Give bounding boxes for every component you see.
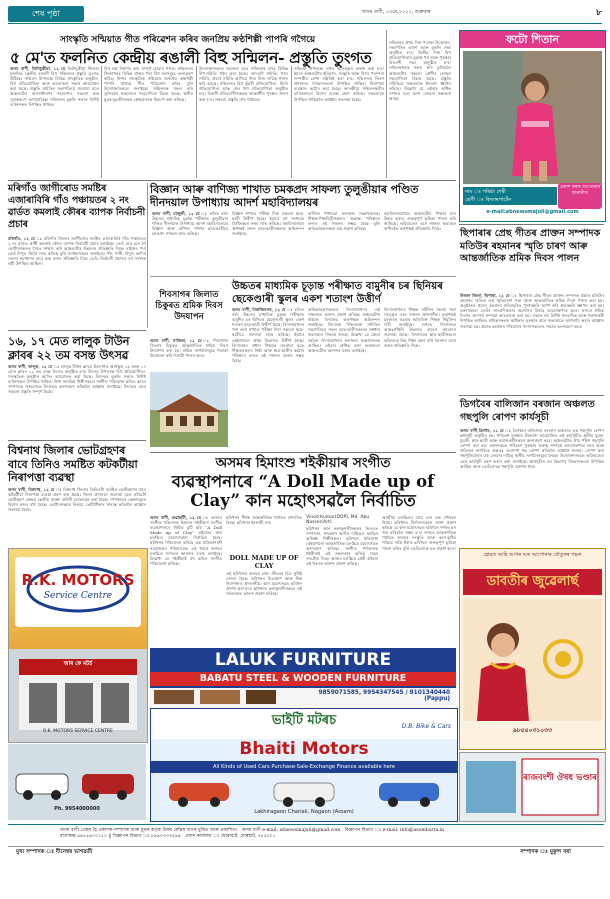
rk-motors-cars-strip <box>8 744 146 820</box>
ramp-body: উজান জিলা, ছিপাৰা, ১২ মে ঃ ছিপাৰাৰ প্ৰেছ গীতৰ প্ৰাক্তন সম্পাদক প্ৰয়াত মতিউৰ ৰহমানৰ স্মৃতিত এক স্মৃতিচাৰণ সভা আৰু আন্তৰ্জাতিক শ্ৰমিক দিবস পালন কৰা হয়। অনুষ্ঠানত প্ৰয়াত ৰহমানৰ প্ৰতিচ্ছবিত পুষ্পাঞ্জলি অৰ্পণ কৰি শ্ৰদ্ধাঞ্জলি জ্ঞাপন কৰা হয়। বক্তাসকলে তেওঁৰ সাংবাদিকতাৰ অৱদানৰ বিষয়ে আলোকপাত কৰে। লগতে শ্ৰমিক দিবসৰ তাৎপৰ্য সম্পৰ্কে আলোচনা কৰা হয়। সভাত বহু বিশিষ্ট সাংবাদিক আৰু সমাজকৰ্মী উপস্থিত আছিল। শ্ৰমিকসকলৰ অধিকাৰ সুৰক্ষাৰ বাবে সকলোকে আগবাঢ়ি অহাৰ আহ্বান জনোৱা হয়। প্ৰয়াত ৰহমানৰ পৰিয়ালৰ সদস্যসকলেও সভাত অংশগ্ৰহণ কৰে। <box>460 293 604 329</box>
rk-motors-subtitle: Service Centre <box>43 591 113 601</box>
jewellers-line: হোমত আহি আগৰ দৰে আপোনাৰ যৌতুকৰ গহনা <box>483 552 582 558</box>
bhaiti-cars <box>159 775 449 809</box>
digboi-headline[interactable]: ডিগবৈৰ বালিজান বৰজান অঞ্চলত গছপুলি ৰোপণ কাৰ্যসূচী <box>460 399 595 423</box>
science-body-col3: বাণিজ্য শাখাতো ফলাফল সন্তোষজনক। শিক্ষক-শিক্ষয়িত্ৰীসকলৰ অক্লান্ত পৰিশ্ৰমৰ ফলত এই সাফল্য সম্ভৱ হৈছে বুলি অভিভাৱকসকলে মত প্ৰকাশ কৰিছে। <box>308 211 380 232</box>
laluk-phones: 9859071585, 9954347545 / 9101340440 (Pappu) <box>318 690 450 702</box>
digboi-body: অসম বাণী,ডিগবৈ, ১২ মে ঃ ডিগবৈৰ বালিজান বৰজান অঞ্চলত এক গছপুলি ৰোপণ কাৰ্যসূচী অনুষ্ঠিত হয়। পৰিৱেশ সুৰক্ষাৰ উদ্দেশ্যে আয়োজিত এই কাৰ্যসূচীত স্থানীয় যুৱক-যুৱতী, ছাত্ৰ-ছাত্ৰী আৰু সমাজকৰ্মীসকলে অংশগ্ৰহণ কৰে। অঞ্চলটোত প্ৰায় পাঁচশ গছপুলি ৰোপণ কৰা হয়। বক্তাসকলে পৰিৱেশ সুৰক্ষাৰ গুৰুত্ব সম্পৰ্কে আলোকপাত কৰে আৰু প্ৰতিজন নাগৰিকে অন্ততঃ এজোপা গছ ৰোপণ কৰিবলৈ আহ্বান জনায়। ৰোপণ কৰা গছপুলিবোৰৰ যত্ন লোৱাৰ দায়িত্ব স্থানীয় সংগঠনসমূহে লৈছে। উদ্যোক্তাসকলে ভৱিষ্যতেও এনে কাৰ্যসূচী গ্ৰহণ কৰাৰ কথা জনাইছে। কাৰ্যসূচীত বন বিভাগৰ বিষয়াসকলো উপস্থিত আছিল আৰু তেওঁলোকে গছপুলি যোগান ধৰে। <box>460 428 604 469</box>
footer-divider-2 <box>8 846 604 847</box>
lead-body-col4: সন্মিলন উপলক্ষে এখন স্মৃতিগ্ৰন্থও প্ৰকাশ কৰা হ'ব। ইয়াত অঞ্চলটোৰ ইতিহাস, সংস্কৃতি আৰু বিহুৰ পৰম্পৰা সম্পৰ্কীয় লেখা সন্নিবিষ্ট কৰা হ'ব। সন্মিলনত জিলা প্ৰশাসনৰ বিষয়াসকলো উপস্থিত থাকিব। নিৰাপত্তা ব্যৱস্থাও কঠোৰ কৰা হৈছে। আৰক্ষীয়ে সন্মিলনস্থলীৰ চাৰিওফালে বিশেষ ব্যৱস্থা গ্ৰহণ কৰিছে। সকলোকে উপস্থিত থাকিবলৈ আহ্বান জনোৱা হৈছে। <box>294 66 384 102</box>
rajbongshi-ad[interactable] <box>459 752 606 822</box>
lead-dateline: অসম বাণী, তিনিচুকীয়া, ১২ মে <box>10 66 66 71</box>
photo-caption <box>463 187 557 205</box>
labour-headline[interactable]: শিবসাগৰ জিলাত চিকুৰত শ্ৰমিক দিবস উদযাপন <box>155 290 223 322</box>
doll-headline-line3: Clay” কান মহোৎসৱলৈ নিৰ্বাচিত <box>190 491 416 510</box>
page-number: ৮ <box>596 8 602 18</box>
photo-section-box <box>459 30 606 222</box>
lead-body-col2: বিহু মঞ্চ নিৰ্মাণৰ কাম সম্পূৰ্ণ হোৱাৰ পথত। সন্মিলনত জিলাখনৰ বিভিন্ন প্ৰান্তৰ পৰা বিহু দলসমূহে অংশগ্ৰহণ কৰিব। নিশাৰ সাংস্কৃতিক সন্মিয়াত জনপ্ৰিয় কণ্ঠশিল্পী পাপৰি গগৈয়ে গীত পৰিৱেশন কৰিব বুলি উদ্যোক্তাসকলে জনাইছে। সন্মিলনক সফল কৰি তুলিবলৈ সকলোৰে সহযোগিতা বিচৰা হৈছে। স্থানীয় যুৱক-যুৱতীসকলে স্বেচ্ছাসেৱক হিচাপে কাম কৰিছে। <box>104 66 193 102</box>
count-headline[interactable]: বিশ্বনাথ জিলাৰ ভোটগ্ৰহণৰ বাবে তিনিও সমষ্টিত কটকটীয়া নিৰাপত্তা ব্যৱস্থা <box>8 444 138 484</box>
footer-email2[interactable]: বিজ্ঞাপন বিভাগ ঃ e-mail: info@asombarta.in <box>344 828 445 833</box>
vote-body: মৰিগাঁও, ১২ মে ঃ মৰিগাঁও জিলাৰ জাগীৰোড সমষ্টিৰ এজাৰাবিৰি গাঁও পঞ্চায়তৰ ২ নং ৱাৰ্ডত প্ৰাৰ্থী কমলাই কৌৰে ব্যাপক নিৰ্বাচনী প্ৰচাৰ চলাইছে। তেওঁ ঘৰে ঘৰে গৈ ভোটাৰসকলৰ সৈতে সাক্ষাৎ কৰি অঞ্চলটোৰ উন্নয়নৰ প্ৰতিশ্ৰুতি দিছে। ৰাইজৰ পৰা তেওঁ বিপুল সঁহাৰি লাভ কৰিছে বুলি সমৰ্থকসকলে জনাইছে। পথ, পানী, বিদ্যুৎ আদিৰ সমস্যা সমাধানৰ বাবে কাম কৰাৰ প্ৰতিশ্ৰুতি দিয়ে তেওঁ। নিৰ্বাচনী প্ৰচাৰত বহু সংখ্যক কৰ্মী উপস্থিত আছিল। <box>8 236 146 267</box>
laluk-name: LALUK FURNITURE <box>214 650 392 670</box>
lead-body-col1 <box>10 66 99 176</box>
doll-headline-line2: ব্যৱস্থাপনাৰে “A Doll Made up of <box>171 472 435 491</box>
caption-name: নাম ঃ পৰিষ্ঠা শেৰী <box>465 189 506 195</box>
count-body: অসম বাণী, বিশ্বনাথ, ১২ মে ঃ বিশ্বনাথ জিলাৰ তিনিওটা সমষ্টিত ভোটগ্ৰহণৰ বাবে কটকটীয়া নিৰাপত্তা ব্যৱস্থা গ্ৰহণ কৰা হৈছে। জিলা প্ৰশাসনে জনোৱা মতে প্ৰতিটো ভোটগ্ৰহণ কেন্দ্ৰত কেন্দ্ৰীয় সুৰক্ষা বাহিনী মোতায়েন কৰা হৈছে। স্পৰ্শকাতৰ কেন্দ্ৰসমূহত বিশেষ নজৰ ৰখা হৈছে। ভোটাৰসকলে নিৰ্ভয়ে ভোটাধিকাৰ সাব্যস্ত কৰিবলৈ আহ্বান জনোৱা হৈছে। <box>8 487 146 513</box>
bhaiti-name-en: Bhaiti Motors <box>239 739 369 759</box>
jewellers-name: ডাবতীৰ জুৱেলাৰ্ছ <box>463 569 602 595</box>
jewellers-ad[interactable] <box>459 548 606 750</box>
child-photo <box>463 51 602 184</box>
rk-motors-phone: Ph. 9954000000 <box>54 806 100 812</box>
footer-block <box>60 828 600 840</box>
rk-motors-ad[interactable] <box>8 548 148 743</box>
bhaiti-addr: Lakhiragaon Chariali, Nagaon (Assam) <box>254 809 354 815</box>
lead-text: তিনিচুকীয়া জিলাৰ ফলনিত কেন্দ্ৰীয় ৰঙালী বিহু সন্মিলনৰ প্ৰস্তুতি তুংগত উঠিছে। সন্মিলন উপলক্ষে বিভিন্ন সাংস্কৃতিক অনুষ্ঠান, বিহু প্ৰতিযোগিতা আৰু আলোচনা সভাৰ আয়োজন কৰা হৈছে। প্ৰস্তুতি সমিতিৰ সভাপতিয়ে জনোৱা মতে অঞ্চলটোৰ জনসাধাৰণৰ সহযোগত সকলো কাম সুচাৰুৰূপে আগবাঢ়িছে। সন্মিলনৰ মুকলি সভাত বিশিষ্ট ব্যক্তিসকল উপস্থিত থাকিব। <box>10 66 99 107</box>
school-headline[interactable]: উচ্চতৰ মাধ্যমিক চূড়ান্ত পৰীক্ষাত বামুনীৰ চৰ ছিনিয়ৰ ছেকেণ্ডাৰী স্কুলৰ একশ শতাংশ উত্তীৰ্ণ <box>232 280 443 305</box>
photo-section-title: ফটো শিতান <box>460 31 605 48</box>
science-body-col2: বিজ্ঞান শাখাত পৰীক্ষা দিয়া সকলো ছাত্ৰ-ছাত্ৰী উত্তীৰ্ণ হৈছে। ইয়াৰে বহু সংখ্যকে ডিষ্টিংকচন নম্বৰ লাভ কৰিছে। মহাবিদ্যালয়ৰ অধ্যক্ষই সফল ছাত্ৰ-ছাত্ৰীসকলক অভিনন্দন জনাইছে। <box>232 211 304 237</box>
footer-editor: মুখ্য সম্পাদক ঃ দীনেশ্বৰ ভাগৱতী <box>16 849 93 855</box>
footer-phones: বাৰ্তাকক্ষ ৯৯৫৪৯০০১২০ || বিজ্ঞাপন বিভাগ ঃ ৮৯৯০৩৩৩৫৯৯ <box>60 834 181 839</box>
jewellery-photo <box>463 599 602 721</box>
bhaiti-brand: D.B. Bike & Cars <box>401 723 451 730</box>
lead-headline[interactable]: ৫ মে'ত ফলনিত কেন্দ্ৰীয় ৰঙালী বিহু সন্মিলন- প্ৰস্তুতি তুংগত <box>10 48 372 67</box>
photo-email[interactable]: e-mail:abnewsmajuli@gmail.com <box>486 209 579 215</box>
footer-divider <box>8 824 604 825</box>
poll-body: অসম বাণী, লালুক, ১২ মে ঃ লালুক টাউন ক্লাবৰ উদ্যোগত আগন্তুক ১৬ আৰু ১৭ মে'ত ক্লাবৰ ২২ তম বসন্ত উৎসৱ অনুষ্ঠিত হ'ব। উৎসৱ উপলক্ষে বিহু প্ৰতিযোগিতা, সাংস্কৃতিক অনুষ্ঠান আদিৰ আয়োজন কৰা হৈছে। উৎসৱৰ মুকলি সভাত বিশিষ্ট ব্যক্তিসকল উপস্থিত থাকিব। নিশা জনপ্ৰিয় শিল্পীসকলে সংগীত পৰিৱেশন কৰিব। ক্লাবৰ সম্পাদকে সকলোকে উৎসৱত অংশগ্ৰহণ কৰিবলৈ আহ্বান জনাইছে। উৎসৱৰ বাবে সকলো প্ৰস্তুতি সম্পূৰ্ণ হৈছে। <box>8 364 146 395</box>
doll-body-col4: অসমীয়া চলচ্চিত্ৰৰ বাবে এয়া এক গৌৰৱৰ বিষয়। ছবিখনৰ নিৰ্মাতাসকলে আশা প্ৰকাশ কৰিছে যে কান মহোৎসৱত ছবিখনে দৰ্শকৰ মন জয় কৰিবলৈ সক্ষম হ'ব। লগতে আন্তৰ্জাতিক পৰ্যায়ত অসমৰ সংস্কৃতি আৰু কলা-কৃষ্টিৰ পৰিচয় দাঙি ধৰাত ছবিখনে গুৰুত্বপূৰ্ণ ভূমিকা পালন কৰিব বুলি তেওঁলোকে মত প্ৰকাশ কৰে। <box>382 515 456 551</box>
laluk-sub: BABATU STEEL & WOODEN FURNITURE <box>150 672 456 686</box>
submit-photo-badge: প্ৰকাশ কৰক আপোনাৰ মনোনীত <box>558 183 602 209</box>
ramp-headline[interactable]: ছিপাৰাৰ প্ৰেছ গীতৰ প্ৰাক্তন সম্পাদক মতিউৰ ৰহমানৰ স্মৃতি চাৰণ আৰু আন্তৰ্জাতিক শ্ৰমিক দিবস পালন <box>460 228 601 264</box>
doll-inline-title: DOLL MADE UP OF CLAY <box>229 555 299 570</box>
rk-motors-line2: R.K. MOTORS SERVICE CENTRE <box>43 729 113 734</box>
doll-body-col3: Vinod Kumar(DOP), Md. Abu Nasser(Art) ছবিখনৰ আন কলাকুশলীসকলৰ ভিতৰত সম্পাদনা, শব্দগ্ৰহণ আদিৰ দায়িত্বত আছিল অভিজ্ঞ শিল্পীসকল। ছবিখনে ইতিমধ্যে কেইবাখনো আন্তৰ্জাতিক চলচ্চিত্ৰ মহোৎসৱত অংশগ্ৰহণ কৰিছে। সংগীত পৰিচালক শইকীয়াই এই সফলতাৰ কৃতিত্ব সমগ্ৰ দলটোক দিছে। অসমৰ চলচ্চিত্ৰ প্ৰেমী ৰাইজে এই খবৰত আনন্দ প্ৰকাশ কৰিছে। <box>306 515 378 567</box>
bhaiti-name-as: ভাইটি মটৰচ <box>271 713 337 728</box>
laluk-furniture-ad[interactable] <box>150 648 456 706</box>
rk-motors-name: R.K. MOTORS <box>21 571 135 589</box>
lead-body-col5: সন্মিলনৰ প্ৰথম দিনা পতাকা উত্তোলন, সভাপতিৰ ভাষণ আৰু মুকলি সভা অনুষ্ঠিত হ'ব। দ্বিতীয় দিনা বিহু প্ৰতিযোগিতাৰ চূড়ান্ত পৰ্ব আৰু পুৰস্কাৰ বিতৰণী সভা অনুষ্ঠিত হ'ব। সন্মিলনখনক সফল কৰি তুলিবলৈ অঞ্চলটোৰ সকলো শ্ৰেণীৰ লোকৰ সহযোগিতা বিচৰা হৈছে। প্ৰস্তুতি সমিতিয়ে সকলোকে ধন্যবাদ জ্ঞাপন কৰিছে। উল্লেখ্য যে এইবাৰ অধিক সংখ্যক দলে অংশ লোৱাৰ সম্ভাৱনা আছে। <box>389 40 451 102</box>
doll-headline-line1: অসমৰ হিমাংশু শইকীয়াৰ সংগীত <box>215 455 391 471</box>
paper-date-info: অসম বাণী, ১৩মে,২০২২, শুক্ৰবাৰ <box>362 9 431 15</box>
school-body-col3: বিদ্যালয়খনত শিক্ষক নাটনিৰ সমস্যা থকা সত্ত্বেও এনে সাফল্য প্ৰশংসনীয়। কৰ্তৃপক্ষই চৰকাৰৰ ওচৰত অতিৰিক্ত শিক্ষক নিযুক্তিৰ দাবী জনাইছে। লগতে বিদ্যালয়ৰ আন্তঃগাঁথনি উন্নয়নৰ বাবেও আবেদন জনোৱা হৈছে। বিদ্যালয়ৰ ছাত্ৰ-ছাত্ৰীসকলে ভৱিষ্যতে উচ্চ শিক্ষা গ্ৰহণ কৰি সমাজৰ সেৱা কৰাৰ প্ৰতিশ্ৰুতি দিছে। <box>384 307 456 348</box>
rk-motors-tagline: আৰ কে মটৰ্চ <box>63 661 93 667</box>
doll-headline[interactable] <box>150 455 456 510</box>
school-photo <box>150 372 228 447</box>
caption-class: শ্ৰেণী ঃ কিন্ডাৰগাৰ্টেন <box>465 197 512 203</box>
school-body-col1: অসম বাণী, বিৰাজিনগৰ, ১২ মে ঃ চলিত বৰ্ষৰ উচ্চতৰ মাধ্যমিক চূড়ান্ত পৰীক্ষাত বামুনীৰ চৰ ছিনিয়ৰ ছেকেণ্ডাৰী স্কুলৰ একশ শতাংশ ছাত্ৰ-ছাত্ৰী উত্তীৰ্ণ হৈছে। বিদ্যালয়খনৰ পৰা কলা শাখাত পৰীক্ষা দিয়া সকলো ছাত্ৰ-ছাত্ৰীয়ে সফলতা লাভ কৰিছে। ইয়াৰে কেইবাজনে প্ৰথম বিভাগত উত্তীৰ্ণ হৈছে। বিদ্যালয়ৰ প্ৰধান শিক্ষকে জনোৱা মতে শিক্ষকসকলৰ নিষ্ঠা আৰু ছাত্ৰ-ছাত্ৰীৰ কঠোৰ পৰিশ্ৰমৰ ফলত এই সাফল্য অৰ্জন সম্ভৱ হৈছে। <box>232 307 304 363</box>
labour-body: অসম বাণী, নাজিৰা, ১২ মে ঃ শিবসাগৰ জিলাৰ চিকুৰত আন্তৰ্জাতিক শ্ৰমিক দিবস উদযাপন কৰা হয়। শ্ৰমিক সংগঠনসমূহে পতাকা উত্তোলন কৰি দিনটো পালন কৰে। <box>150 338 228 359</box>
header-divider <box>8 23 602 24</box>
lead-kicker: সাংস্কৃতি সন্মিয়াত গীত পৰিৱেশন কৰিব জনপ্ৰিয় কণ্ঠশিল্পী পাপৰি গগৈয়ে <box>60 35 316 45</box>
section-tab: শেষ পৃষ্ঠা <box>8 6 84 22</box>
science-body-col4: মহাবিদ্যালয়খনে অঞ্চলটোৰ শিক্ষাৰ মান উন্নত কৰাত গুৰুত্বপূৰ্ণ ভূমিকা পালন কৰি আহিছে। ভৱিষ্যতেও এনে সাফল্য অব্যাহত ৰাখিবলৈ কৰ্তৃপক্ষই প্ৰতিশ্ৰুতি দিছে। <box>384 211 456 232</box>
school-body-col2: অভিভাৱকসকলেও বিদ্যালয়খনৰ এই সাফল্যত আনন্দ প্ৰকাশ কৰিছে। অঞ্চলটোৰ ৰাইজে বিদ্যালয় কৰ্তৃপক্ষক অভিনন্দন জনাইছে। বিদ্যালয় পৰিচালনা সমিতিৰ সভাপতিয়ে সফল ছাত্ৰ-ছাত্ৰীসকলক সম্বৰ্ধনা জনোৱাৰ সিদ্ধান্ত লৈছে। উল্লেখ্য যে যোৱা বৰ্ষতো বিদ্যালয়খনৰ ফলাফল সন্তোষজনক আছিল। এইবাৰ অধিক ভাল ফলাফলে অঞ্চলটোত আনন্দৰ বতাহ বলাইছে। <box>308 307 380 353</box>
bhaiti-line: All Kinds of Used Cars Purchase-Sale-Exchange Finance available here <box>151 761 457 773</box>
poll-headline[interactable]: ১৬, ১৭ মেত লালুক টাউন ক্লাবৰ ২২ তম বসন্ত উৎসৱ <box>8 334 130 362</box>
science-body-col1: অসম বাণী, মাজুলী, ১২ মে ঃ চলিত বৰ্ষৰ উচ্চতৰ মাধ্যমিক চূড়ান্ত পৰীক্ষাত তুলুঙীয়াৰ পণ্ডিত দীনদয়াল উপাধ্যায় আদৰ্শ মহাবিদ্যালয়ৰ বিজ্ঞান আৰু বাণিজ্য শাখাৰ ছাত্ৰ-ছাত্ৰীয়ে চমকপ্ৰদ সাফল্য লাভ কৰিছে। <box>152 211 228 237</box>
lead-body-col3: উদ্যোক্তাসকলে জনোৱা মতে সন্মিলনৰ বাবে বিভিন্ন উপ-সমিতি গঠন কৰা হৈছে। আদৰণি সমিতি, খাদ্য সমিতি, প্ৰচাৰ সমিতি আদিয়ে নিজ নিজ দায়িত্ব পালন কৰি আছে। সন্মিলনত বিহু কুঁৱৰী প্ৰতিযোগিতা, হুঁচৰি প্ৰতিযোগিতা আৰু জেং বিহু প্ৰতিযোগিতা অনুষ্ঠিত হ'ব। বিজয়ী প্ৰতিযোগীসকলক আকৰ্ষণীয় পুৰস্কাৰ প্ৰদান কৰা হ'ব। সকলো প্ৰস্তুতি শেষ পৰ্যায়ত। <box>199 66 288 102</box>
footer-editor2: সম্পাদক ঃ মুকুন্দ বৰা <box>520 849 571 855</box>
footer-email1[interactable]: অসম বাণী e-mail: abnewsmajuli@gmail.com <box>241 828 341 833</box>
science-headline[interactable]: বিজ্ঞান আৰু বাণিজ্য শাখাত চমকপ্ৰদ সাফল্য তুলুঙীয়াৰ পণ্ডিত দীনদয়াল উপাধ্যায় আদৰ্শ মহাবিদ্যালয়ৰ <box>150 183 419 209</box>
doll-body-col1: অসম বাণী, গুৱাহাটী, ১২ মে ঃ অসমৰ সংগীত পৰিচালক হিমাংশু শইকীয়াৰ সংগীত ব্যৱস্থাপনাৰে নিৰ্মিত চুটি ছবি “A Doll Made up of Clay” এইবাৰৰ কান চলচ্চিত্ৰ মহোৎসৱলৈ নিৰ্বাচিত হৈছে। ছবিখনৰ পৰিচালনা কৰিছে এক প্ৰতিভাশালী নৱপ্ৰজন্মৰ পৰিচালকে। এই খবৰে অসমৰ চলচ্চিত্ৰ জগতত আনন্দৰ বতাহ বলাইছে। উল্লেখ্য যে শইকীয়াই বহু ছবিত সংগীত পৰিচালনা কৰিছে। <box>150 515 222 566</box>
rajbongshi-name: ৰাজবংশী ঔষধ ভণ্ডাৰ <box>523 773 597 783</box>
footer-publisher: অসম বাণী প্ৰেছৰ হৈ প্ৰকাশক-সম্পাদক আৰু মুদ্ৰক কৰ্তৃক উত্তৰ কোঁৱৰ বাগত্ত মুদ্ৰিত আৰু প্ৰকাশিত। <box>60 828 238 833</box>
doll-body-col2: ছবিখনৰ শীৰ্ষক আন্তৰ্জাতিক পৰ্যায়ত প্ৰশংসিত হৈছে। ছবিখনৰ ইংৰাজী নাম DOLL MADE UP OF CLAY এই ছবিখনত অসমৰ গ্ৰাম্য জীৱনৰ চিত্ৰ ফুটাই তোলা হৈছে। ছবিখনৰ চিত্ৰগ্ৰহণ আৰু শিল্প নিৰ্দেশনাও প্ৰশংসনীয়। কান মহোৎসৱত ছবিখন প্ৰদৰ্শন কৰা হ'ব। ছবিখনৰ কলাকুশলীসকলে এই সফলতাত আনন্দ প্ৰকাশ কৰিছে। <box>226 515 302 597</box>
vote-headline[interactable]: মৰিগাঁও জাগীৰোড সমষ্টিৰ এজাৰাবিৰি গাঁও পঞ্চায়তৰ ২ নং ৱাৰ্ডত কমলাই কৌৰৰ ব্যাপক নিৰ্বাচনী প্ৰচাৰ <box>8 183 146 230</box>
bhaiti-motors-ad[interactable] <box>150 708 458 822</box>
doll-credit: Vinod Kumar(DOP), Md. Abu Nasser(Art) <box>306 515 370 526</box>
footer-office: প্ৰধান কাৰ্যালয় ঃ ছোৱাবাট, যোৰহাট, ৭৮৫০০১ <box>185 834 276 839</box>
rajbongshi-photo <box>460 753 605 821</box>
jewellers-phone: ৯৮৫৪০৩১০৩৩ <box>513 727 552 734</box>
